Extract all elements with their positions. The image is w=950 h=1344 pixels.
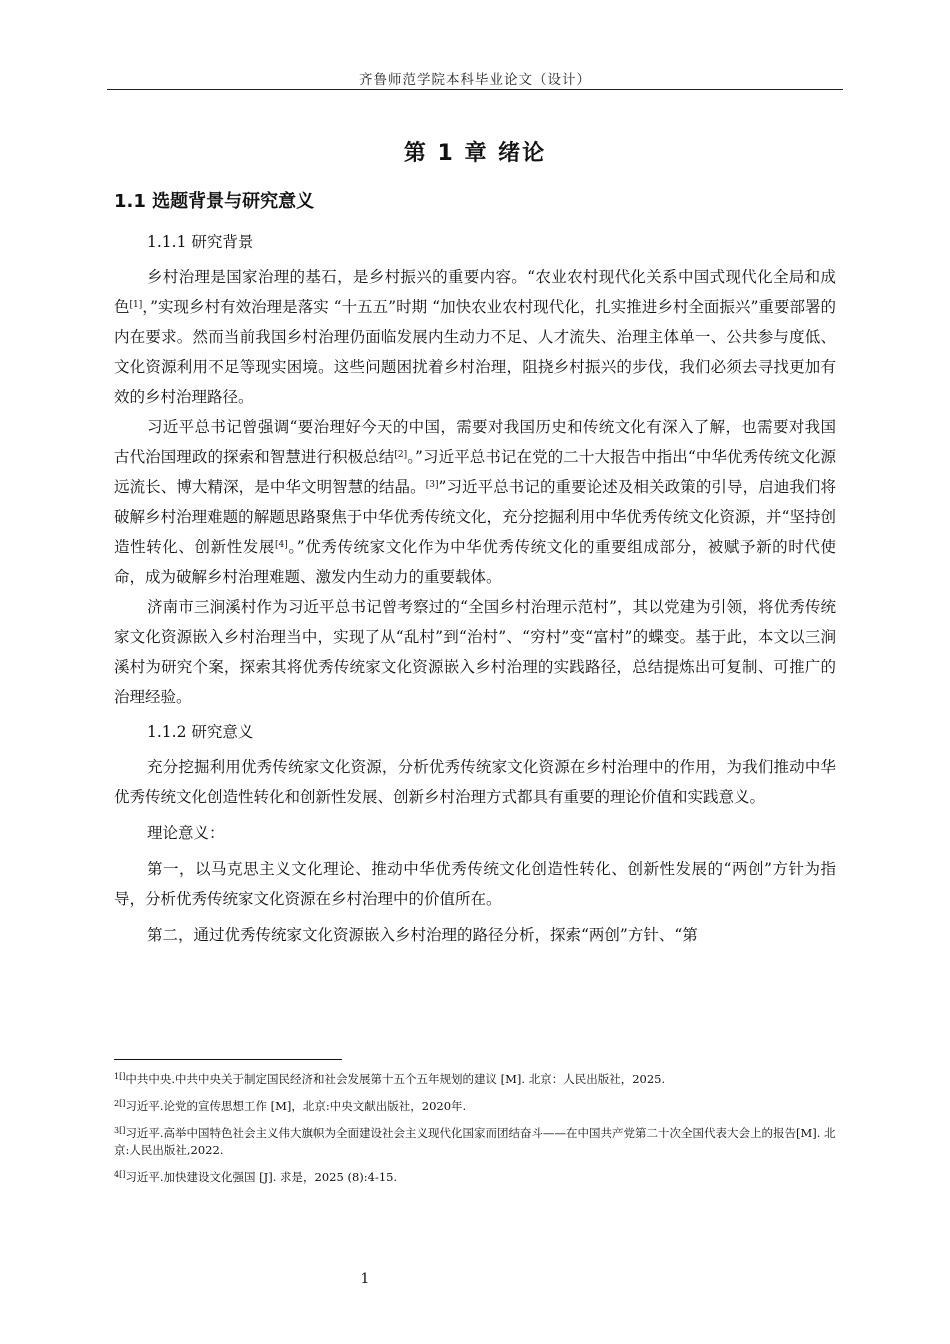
body-text [114, 228, 836, 950]
citation-mark: [1] [129, 300, 143, 310]
paragraph: 济南市三涧溪村作为习近平总书记曾考察过的“全国乡村治理示范村”，其以党建为引领，将优秀传统家文化资源嵌入乡村治理当中，实现了从“乱村”到“治村”、“穷村”变“富村”的蝶变。基于此，本文以三涧溪村为研究个案，探索其将优秀传统家文化资源嵌入乡村治理的实践路径，总结提炼出可复制、可推广的治理经验。 [114, 598, 836, 706]
footnote: $^{2[]}$习近平.论党的宣传思想工作 [M]，北京:中央文献出版社，2020年. [114, 1099, 467, 1113]
header-rule [107, 89, 843, 90]
running-header: 齐鲁师范学院本科毕业论文（设计） [359, 72, 591, 88]
chapter-title: 第 1 章 绪论 [403, 141, 547, 166]
paragraph: 充分挖掘利用优秀传统家文化资源，分析优秀传统家文化资源在乡村治理中的作用，为我们推动中华优秀传统文化创造性转化和创新性发展、创新乡村治理方式都具有重要的理论价值和实践意义。 [114, 758, 836, 806]
subsection-heading: 1.1.1 研究背景 [147, 233, 254, 251]
paragraph: 习近平总书记曾强调“要治理好今天的中国，需要对我国历史和传统文化有深入了解，也需要对我国古代治国理政的探索和智慧进行积极总结[2]。”习近平总书记在党的二十大报告中指出“中华优秀传统文化源远流长、博大精深，是中华文明智慧的结晶。[3]”习近平总书记的重要论述及相关政策的引导，启迪我们将破解乡村治理难题的解题思路聚焦于中华优秀传统文化，充分挖掘利用中华优秀传统文化资源，并“坚持创造性转化、创新性发展[4]。”优秀传统家文化作为中华优秀传统文化的重要组成部分，被赋予新的时代使命，成为破解乡村治理难题、激发内生动力的重要载体。 [114, 418, 836, 586]
citation-mark: [4] [275, 540, 288, 550]
citation-mark: [3] [425, 480, 439, 490]
paragraph: 第二，通过优秀传统家文化资源嵌入乡村治理的路径分析，探索“两创”方针、“第 [147, 926, 698, 944]
footnote: $^{3[]}$习近平.高举中国特色社会主义伟大旗帜为全面建设社会主义现代化国家而团结奋斗——在中国共产党第二十次全国代表大会上的报告[M]. 北京:人民出版社,2022. [114, 1126, 836, 1157]
paragraph: 第一，以马克思主义文化理论、推动中华优秀传统文化创造性转化、创新性发展的“两创”方针为指导，分析优秀传统家文化资源在乡村治理中的价值所在。 [114, 860, 836, 908]
footnote: $^{1[]}$中共中央.中共中央关于制定国民经济和社会发展第十五个五年规划的建议 [M]. 北京：人民出版社，2025. [114, 1072, 666, 1086]
section-heading: 1.1 选题背景与研究意义 [114, 191, 315, 212]
paragraph: 乡村治理是国家治理的基石，是乡村振兴的重要内容。“农业农村现代化关系中国式现代化全局和成色[1]，”实现乡村有效治理是落实 “十五五”时期 “加快农业农村现代化，扎实推进乡村全面振兴”重要部署的内在要求。然而当前我国乡村治理仍面临发展内生动力不足、人才流失、治理主体单一、公共参与度低、文化资源利用不足等现实困境。这些问题困扰着乡村治理，阻挠乡村振兴的步伐，我们必须去寻找更加有效的乡村治理路径。 [114, 268, 836, 406]
page-number: 1 [360, 1271, 370, 1287]
footnote-rule [114, 1059, 342, 1060]
citation-mark: [2] [394, 450, 408, 460]
footnotes [114, 1071, 836, 1196]
paragraph: 理论意义： [147, 824, 225, 842]
subsection-heading: 1.1.2 研究意义 [147, 723, 254, 741]
footnote: $^{4[]}$习近平.加快建设文化强国 [J]. 求是，2025 (8):4-15. [114, 1170, 398, 1184]
